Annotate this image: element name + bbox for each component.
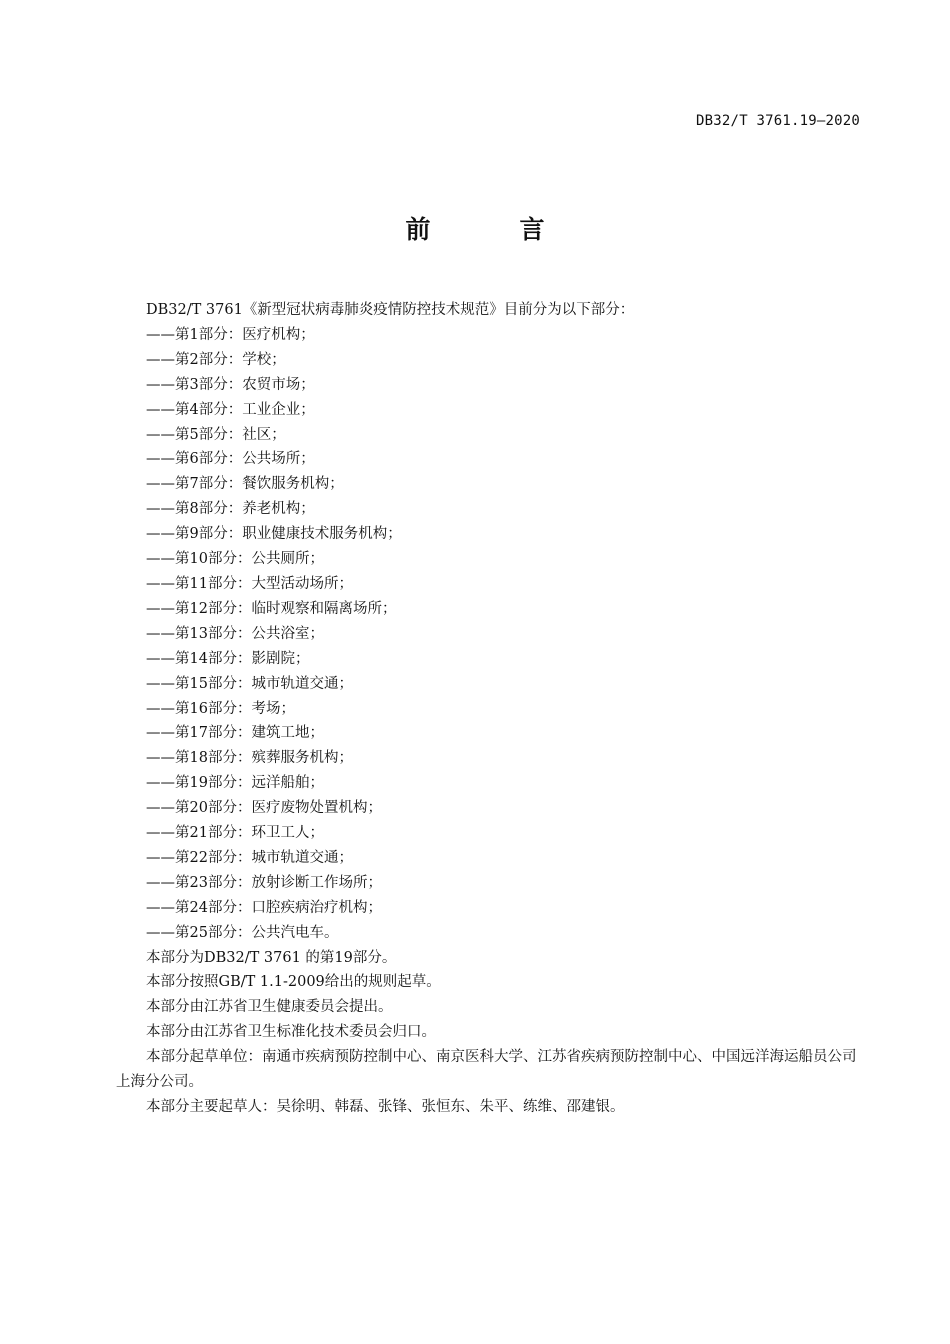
list-item: ——第7部分：餐饮服务机构； xyxy=(146,476,344,493)
foreword-body xyxy=(116,298,860,1120)
list-item: ——第15部分：城市轨道交通； xyxy=(146,675,353,692)
list-item: ——第19部分：远洋船舶； xyxy=(146,775,324,792)
managed-by-statement: 本部分由江苏省卫生标准化技术委员会归口。 xyxy=(146,1024,436,1041)
list-item: ——第16部分：考场； xyxy=(146,700,295,717)
list-item: ——第1部分：医疗机构； xyxy=(146,326,315,343)
parts-list xyxy=(116,323,860,946)
list-item: ——第24部分：口腔疾病治疗机构； xyxy=(146,899,382,916)
drafting-units-statement: 本部分起草单位：南通市疾病预防控制中心、南京医科大学、江苏省疾病预防控制中心、中国远洋海运船员公司上海分公司。 xyxy=(116,1049,857,1091)
list-item: ——第13部分：公共浴室； xyxy=(146,625,324,642)
list-item: ——第18部分：殡葬服务机构； xyxy=(146,750,353,767)
list-item: ——第2部分：学校； xyxy=(146,351,286,368)
list-item: ——第3部分：农贸市场； xyxy=(146,376,315,393)
drafting-rules-statement: 本部分按照GB/T 1.1-2009给出的规则起草。 xyxy=(146,974,441,991)
proposed-by-statement: 本部分由江苏省卫生健康委员会提出。 xyxy=(146,999,393,1016)
list-item: ——第14部分：影剧院； xyxy=(146,650,310,667)
list-item: ——第25部分：公共汽电车。 xyxy=(146,924,339,941)
list-item: ——第10部分：公共厕所； xyxy=(146,551,324,568)
intro-paragraph: DB32/T 3761《新型冠状病毒肺炎疫情防控技术规范》目前分为以下部分： xyxy=(146,302,635,318)
part-of-statement: 本部分为DB32/T 3761 的第19部分。 xyxy=(146,949,397,966)
list-item: ——第5部分：社区； xyxy=(146,426,286,443)
list-item: ——第23部分：放射诊断工作场所； xyxy=(146,874,382,891)
drafters-statement: 本部分主要起草人：吴徐明、韩磊、张锋、张恒东、朱平、练维、邵建银。 xyxy=(146,1099,625,1115)
list-item: ——第11部分：大型活动场所； xyxy=(146,575,353,592)
list-item: ——第21部分：环卫工人； xyxy=(146,825,324,842)
document-code: DB32/T 3761.19—2020 xyxy=(696,113,860,129)
list-item: ——第6部分：公共场所； xyxy=(146,451,315,468)
list-item: ——第12部分：临时观察和隔离场所； xyxy=(146,600,397,617)
list-item: ——第20部分：医疗废物处置机构； xyxy=(146,800,382,817)
list-item: ——第8部分：养老机构； xyxy=(146,501,315,518)
list-item: ——第22部分：城市轨道交通； xyxy=(146,849,353,866)
list-item: ——第17部分：建筑工地； xyxy=(146,725,324,742)
list-item: ——第4部分：工业企业； xyxy=(146,401,315,418)
page-title: 前 言 xyxy=(405,215,577,244)
list-item: ——第9部分：职业健康技术服务机构； xyxy=(146,526,402,543)
